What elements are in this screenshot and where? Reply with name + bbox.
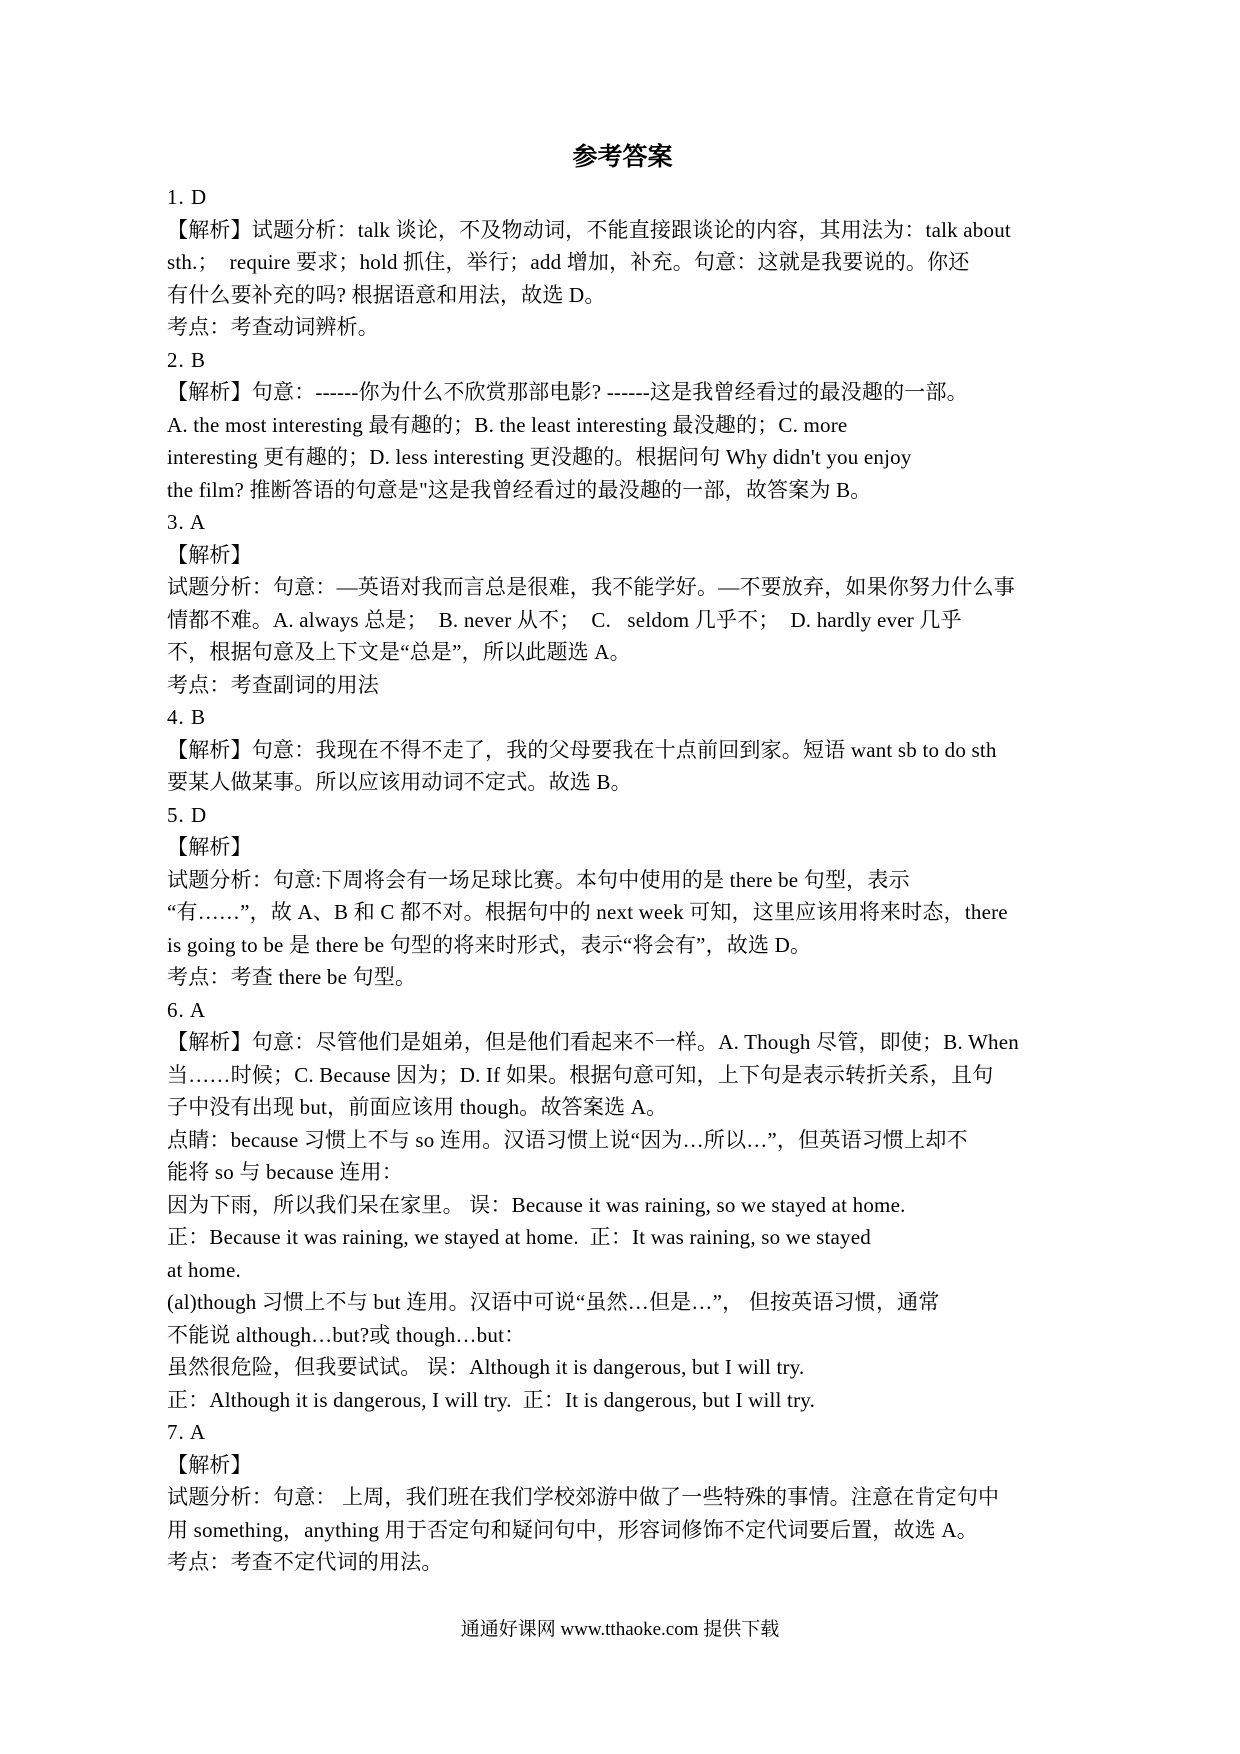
explanation-line: 考点：考查动词辨析。 — [167, 315, 379, 339]
explanation-line: 正：Although it is dangerous, I will try. 正：It is dangerous, but I will try. — [167, 1387, 816, 1412]
explanation-line: 【解析】试题分析：talk 谈论，不及物动词，不能直接跟谈论的内容，其用法为：talk about — [167, 217, 1011, 242]
explanation-line: 考点：考查 there be 句型。 — [167, 965, 417, 989]
answer-label: 1. D — [167, 185, 208, 209]
explanation-line: 子中没有出现 but，前面应该用 though。故答案选 A。 — [167, 1095, 668, 1119]
explanation-line: 情都不难。A. always 总是； B. never 从不； C. seldom 几乎不； D. hardly ever 几乎 — [167, 607, 962, 632]
page-footer: 通通好课网 www.tthaoke.com 提供下载 — [460, 1619, 780, 1640]
answer-item-6 — [167, 994, 1092, 1417]
explanation-line: 考点：考查不定代词的用法。 — [167, 1550, 443, 1574]
explanation-line: 试题分析：句意：—英语对我而言总是很难，我不能学好。—不要放弃，如果你努力什么事 — [167, 575, 1015, 599]
explanation-line: (al)though 习惯上不与 but 连用。汉语中可说“虽然…但是…”， 但按英语习惯，通常 — [167, 1290, 940, 1314]
answers-list — [167, 181, 1092, 1579]
answer-item-5 — [167, 799, 1092, 994]
explanation-line: 试题分析：句意:下周将会有一场足球比赛。本句中使用的是 there be 句型，表示 — [167, 867, 910, 892]
explanation-line: 【解析】句意：尽管他们是姐弟，但是他们看起来不一样。A. Though 尽管，即使；B. When — [167, 1030, 1019, 1054]
explanation-line: 要某人做某事。所以应该用动词不定式。故选 B。 — [167, 770, 632, 794]
page-title: 参考答案 — [572, 144, 673, 171]
answer-label: 6. A — [167, 997, 207, 1022]
answer-item-1 — [167, 181, 1092, 344]
explanation-line: “有……”，故 A、B 和 C 都不对。根据句中的 next week 可知，这里应该用将来时态，there — [167, 900, 1008, 924]
explanation-line: 虽然很危险，但我要试试。 误：Although it is dangerous, but I will try. — [167, 1355, 805, 1379]
explanation-line: 不，根据句意及上下文是“总是”，所以此题选 A。 — [167, 640, 631, 664]
explanation-line: 点睛：because 习惯上不与 so 连用。汉语习惯上说“因为…所以…”，但英语习惯上却不 — [167, 1127, 968, 1152]
explanation-line: 【解析】 — [167, 1452, 252, 1477]
explanation-line: 不能说 although…but?或 though…but： — [167, 1322, 526, 1347]
explanation-line: interesting 更有趣的；D. less interesting 更没趣的。根据问句 Why didn't you enjoy — [167, 445, 912, 469]
explanation-line: 当……时候；C. Because 因为；D. If 如果。根据句意可知，上下句是表示转折关系，且句 — [167, 1062, 994, 1087]
explanation-line: 能将 so 与 because 连用： — [167, 1160, 403, 1184]
explanation-line: 试题分析：句意： 上周，我们班在我们学校郊游中做了一些特殊的事情。注意在肯定句中 — [167, 1485, 1000, 1509]
explanation-line: 【解析】句意：我现在不得不走了，我的父母要我在十点前回到家。短语 want sb to do sth — [167, 737, 997, 762]
explanation-line: 考点：考查副词的用法 — [167, 672, 379, 697]
explanation-line: sth.； require 要求；hold 抓住，举行；add 增加，补充。句意：这就是我要说的。你还 — [167, 250, 970, 274]
answer-item-3 — [167, 506, 1092, 701]
explanation-line: 有什么要补充的吗? 根据语意和用法，故选 D。 — [167, 282, 606, 307]
explanation-line: A. the most interesting 最有趣的；B. the least interesting 最没趣的；C. more — [167, 412, 848, 437]
answer-label: 2. B — [167, 347, 207, 372]
answer-item-4 — [167, 701, 1092, 799]
explanation-line: 正：Because it was raining, we stayed at home. 正：It was raining, so we stayed — [167, 1225, 871, 1249]
answer-item-7 — [167, 1416, 1092, 1579]
explanation-line: 因为下雨，所以我们呆在家里。 误：Because it was raining, so we stayed at home. — [167, 1192, 906, 1217]
explanation-line: the film? 推断答语的句意是"这是我曾经看过的最没趣的一部，故答案为 B。 — [167, 477, 872, 502]
answer-label: 3. A — [167, 510, 207, 534]
answer-item-2 — [167, 344, 1092, 507]
explanation-line: 用 something，anything 用于否定句和疑问句中，形容词修饰不定代词要后置，故选 A。 — [167, 1517, 978, 1542]
answer-label: 7. A — [167, 1420, 207, 1444]
explanation-line: 【解析】 — [167, 835, 252, 859]
explanation-line: 【解析】 — [167, 542, 252, 567]
explanation-line: 【解析】句意：------你为什么不欣赏那部电影? ------这是我曾经看过的最没趣的一部。 — [167, 380, 968, 404]
explanation-line: is going to be 是 there be 句型的将来时形式，表示“将会有”，故选 D。 — [167, 932, 812, 957]
answer-label: 4. B — [167, 705, 207, 729]
answer-label: 5. D — [167, 802, 208, 827]
explanation-line: at home. — [167, 1257, 241, 1282]
